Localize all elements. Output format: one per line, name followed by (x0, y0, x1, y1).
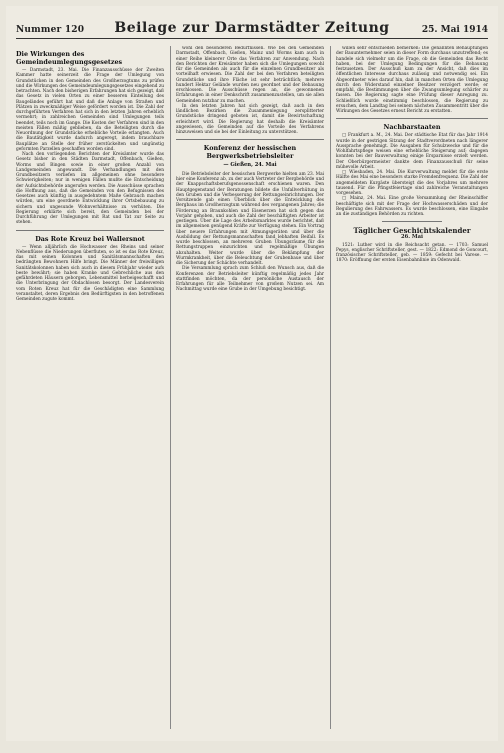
calendar-entries: 1521: Luther wird in die Reichsacht getan. — 1703: Samuel Pepys, englischer Schriftsteller, gest. — 1822: Edmond de Goncourt, französischer Schriftsteller, geb. — 1859: Gefecht bei Varese. — 1870: Eröffnung der ersten Eisenbahnlinie im Odenwald. (336, 242, 488, 264)
article-dateline: — Gießen, 24. Mai (223, 162, 277, 169)
article-paragraph: Die Versammlung sprach zum Schluß den Wunsch aus, daß die Konferenzen der Betriebsleiter künftig regelmäßig jedes Jahr stattfinden möchten, da der persönliche Austausch der Erfahrungen für alle Teilnehmer von großem Nutzen sei. Am Nachmittag wurde eine Grube in der Umgebung besichtigt. (176, 266, 324, 293)
column-2 (176, 46, 324, 729)
article-divider (176, 139, 324, 140)
section-headline: Nachbarstaaten (383, 123, 441, 132)
article-paragraph: Nach den vorliegenden Berichten der Kreisämter wurde das Gesetz bisher in den Städten Darmstadt, Offenbach, Gießen, Worms und Bingen sowie in einer großen Anzahl von Landgemeinden angewandt. Die Verhandlungen mit den Grundbesitzern verliefen im allgemeinen ohne besondere Schwierigkeiten; nur in wenigen Fällen mußte die Entscheidung der Aufsichtsbehörde angerufen werden. Die Ausschüsse sprachen die Hoffnung aus, daß die Gemeinden von den Befugnissen des Gesetzes auch künftig in ausgedehntem Maße Gebrauch machen würden, um eine geordnete Entwicklung ihrer Ortsbebauung zu sichern und ungesunde Wohnverhältnisse zu verhüten. Die Regierung erklärte sich bereit, den Gemeinden bei der Durchführung der Umlegungen mit Rat und Tat zur Seite zu stehen. (16, 152, 164, 226)
newspaper-page (6, 6, 498, 741)
issue-date: 25. Mai 1914 (421, 25, 488, 35)
article-divider (336, 118, 488, 119)
article-headline: Die Wirkungen des Gemeindeumlegungsgesetzes (16, 50, 123, 66)
article-divider (382, 221, 443, 222)
article-paragraph: — Darmstadt, 23. Mai. Die Finanzausschüsse der Zweiten Kammer hatte seinerzeit die Frage der Umlegung von Grundstücken in den Gemeinden des Großherzogtums zu prüfen und die Wirkungen des Gemeindeumlegungsgesetzes eingehend zu betrachten. Nach den bisherigen Erfahrungen hat sich gezeigt, daß das Gesetz in vielen Orten zu einer besseren Einteilung des Baugeländes geführt hat und daß die Anlage von Straßen und Plätzen in zweckmäßiger Weise gefördert worden ist. Die Zahl der durchgeführten Verfahren hat sich in den letzten Jahren erheblich vermehrt; in zahlreichen Gemeinden sind Umlegungen teils beendet, teils noch im Gange. Die Kosten der Verfahren sind in den meisten Fällen mäßig geblieben, da die Beteiligten durch die Neuordnung der Grundstücke erhebliche Vorteile erlangten. Auch die Bautätigkeit wurde dadurch angeregt, indem brauchbare Bauplätze an Stelle der früher zerstückelten und ungünstig geformten Parzellen geschaffen worden sind. (16, 68, 164, 152)
column-3 (336, 46, 488, 729)
calendar-date: 26. Mai (401, 234, 423, 241)
article-paragraph: □ Frankfurt a. M., 24. Mai. Der städtische Etat für das Jahr 1914 wurde in der gestrigen Sitzung der Stadtverordneten nach längerer Aussprache genehmigt. Die Ausgaben für Schulzwecke und für die Wohlfahrtspflege weisen eine erhebliche Steigerung auf; dagegen konnten bei der Bauverwaltung einige Ersparnisse erzielt werden. Der Oberbürgermeister dankte dem Finanzausschuß für seine mühevolle Arbeit. (336, 133, 488, 170)
column-1 (16, 46, 164, 729)
article-paragraph: wohl den besonderen Bedürfnissen. Wie bei den Gemeinden Darmstadt, Offenbach, Gießen, Mainz und Worms kam auch in einer Reihe kleinerer Orte das Verfahren zur Anwendung. Nach den Berichten der Kreisämter haben sich die Umlegungen sowohl für die Gemeinden als auch für die einzelnen Grundbesitzer als vorteilhaft erwiesen. Die Zahl der bei den Verfahren beteiligten Grundstücke und ihre Fläche ist sehr beträchtlich; mehrere hundert Hektar Gelände wurden neu geordnet und der Bebauung erschlossen. Die Ausschüsse regen an, die gewonnenen Erfahrungen in einer Denkschrift zusammenzustellen, um sie allen Gemeinden nutzbar zu machen. (176, 46, 324, 104)
article-paragraph: In den letzten Jahren hat sich gezeigt, daß auch in den ländlichen Bezirken die Zusammenlegung zersplitterter Grundstücke dringend geboten ist, damit die Bewirtschaftung erleichtert wird. Die Regierung hat deshalb die Kreisämter angewiesen, die Gemeinden auf die Vorteile des Verfahrens hinzuweisen und sie bei der Einleitung zu unterstützen. (176, 103, 324, 135)
article-paragraph: □ Wiesbaden, 24. Mai. Die Kurverwaltung meldet für die erste Hälfte des Mai eine besonders starke Fremdenfrequenz. Die Zahl der angemeldeten Kurgäste übersteigt die des Vorjahres um mehrere tausend. Für die Pfingstfeiertage sind zahlreiche Veranstaltungen vorgesehen. (336, 170, 488, 196)
issue-number: Nummer 120 (16, 25, 85, 35)
article-paragraph: — Wenn alljährlich die Hochwasser des Rheins und seiner Nebenflüsse die Niederungen überfluten, so ist es das Rote Kreuz, das mit seinen Kolonnen und Sanitätsmannschaften den bedrängten Bewohnern Hilfe bringt. Die Männer der freiwilligen Sanitätskolonnen haben sich auch in diesem Frühjahr wieder aufs beste bewährt; sie haben Kranke und Gebrechliche aus den gefährdeten Häusern geborgen, Lebensmittel herbeigeschafft und die Unterbringung der Obdachlosen besorgt. Der Landesverein vom Roten Kreuz hat für die Geschädigten eine Sammlung veranstaltet, deren Ergebnis den Bedürftigsten in den betroffenen Gemeinden zugute kommt. (16, 244, 164, 302)
masthead (16, 18, 488, 39)
column-divider (330, 46, 331, 729)
article-divider (16, 230, 164, 231)
article-headline: Konferenz der hessischen Bergwerksbetriebsleiter (203, 144, 297, 161)
article-paragraph: Die Betriebsleiter der hessischen Bergwerke hielten am 23. Mai hier eine Konferenz ab, zu der auch Vertreter der Bergbehörde und der Knappschaftsberufsgenossenschaft erschienen waren. Den Hauptgegenstand der Beratungen bildete die Unfallverhütung in den Gruben und die Verbesserung der Rettungseinrichtungen. Der Vorsitzende gab einen Überblick über die Entwicklung des Bergbaus im Großherzogtum während des vergangenen Jahres; die Förderung an Braunkohlen und Eisenerzen hat sich gegen das Vorjahr gehoben, und auch die Zahl der beschäftigten Arbeiter ist gestiegen. Über die Lage des Arbeitsmarktes wurde berichtet, daß im allgemeinen genügend Kräfte zur Verfügung stehen. Ein Vortrag über neuere Erfahrungen mit Atmungsgeräten und über die Ausbildung der Rettungsmannschaften fand lebhaften Beifall. Es wurde beschlossen, an mehreren Gruben Übungsräume für die Rettungstruppen einzurichten und regelmäßige Übungen abzuhalten. Weiter wurde über die Bekämpfung der Wurmkrankheit, über die Beleuchtung der Grubenbaue und über die Sicherung der Schächte verhandelt. (176, 171, 324, 266)
article-headline: Das Rote Kreuz bei Wallersnot (35, 234, 145, 243)
calendar-headline: Täglicher Geschichtskalender (353, 226, 471, 236)
article-paragraph: willen sehr entschieden bemerken: Die genannten Behauptungen der Bauunternehmer seien in dieser Form durchaus unzutreffend; es handele sich vielmehr um die Frage, ob die Gemeinden das Recht haben, bei der Umlegung Bedingungen für die Bebauung festzusetzen. Der Ausschuß kam zu der Ansicht, daß dies im öffentlichen Interesse durchaus zulässig und notwendig sei. Ein Abgeordneter wies darauf hin, daß in manchen Orten die Umlegung durch den Widerstand einzelner Besitzer verzögert werde; er empfahl, die Bestimmungen über die Zwangsumlegung schärfer zu fassen. Die Regierung sagte eine Prüfung dieser Anregung zu. Schließlich wurde einstimmig beschlossen, die Regierung zu ersuchen, dem Landtag bei seinem nächsten Zusammentritt über die Wirkungen des Gesetzes erneut Bericht zu erstatten. (336, 46, 488, 114)
article-paragraph: □ Mainz, 24. Mai. Eine große Versammlung der Rheinschiffer beschäftigte sich mit der Frage der Hochwasserschäden und der Regulierung des Fahrwassers. Es wurde beschlossen, eine Eingabe an die zuständigen Behörden zu richten. (336, 196, 488, 217)
newspaper-title: Beilage zur Darmstädter Zeitung (114, 20, 390, 36)
column-divider (170, 46, 171, 729)
